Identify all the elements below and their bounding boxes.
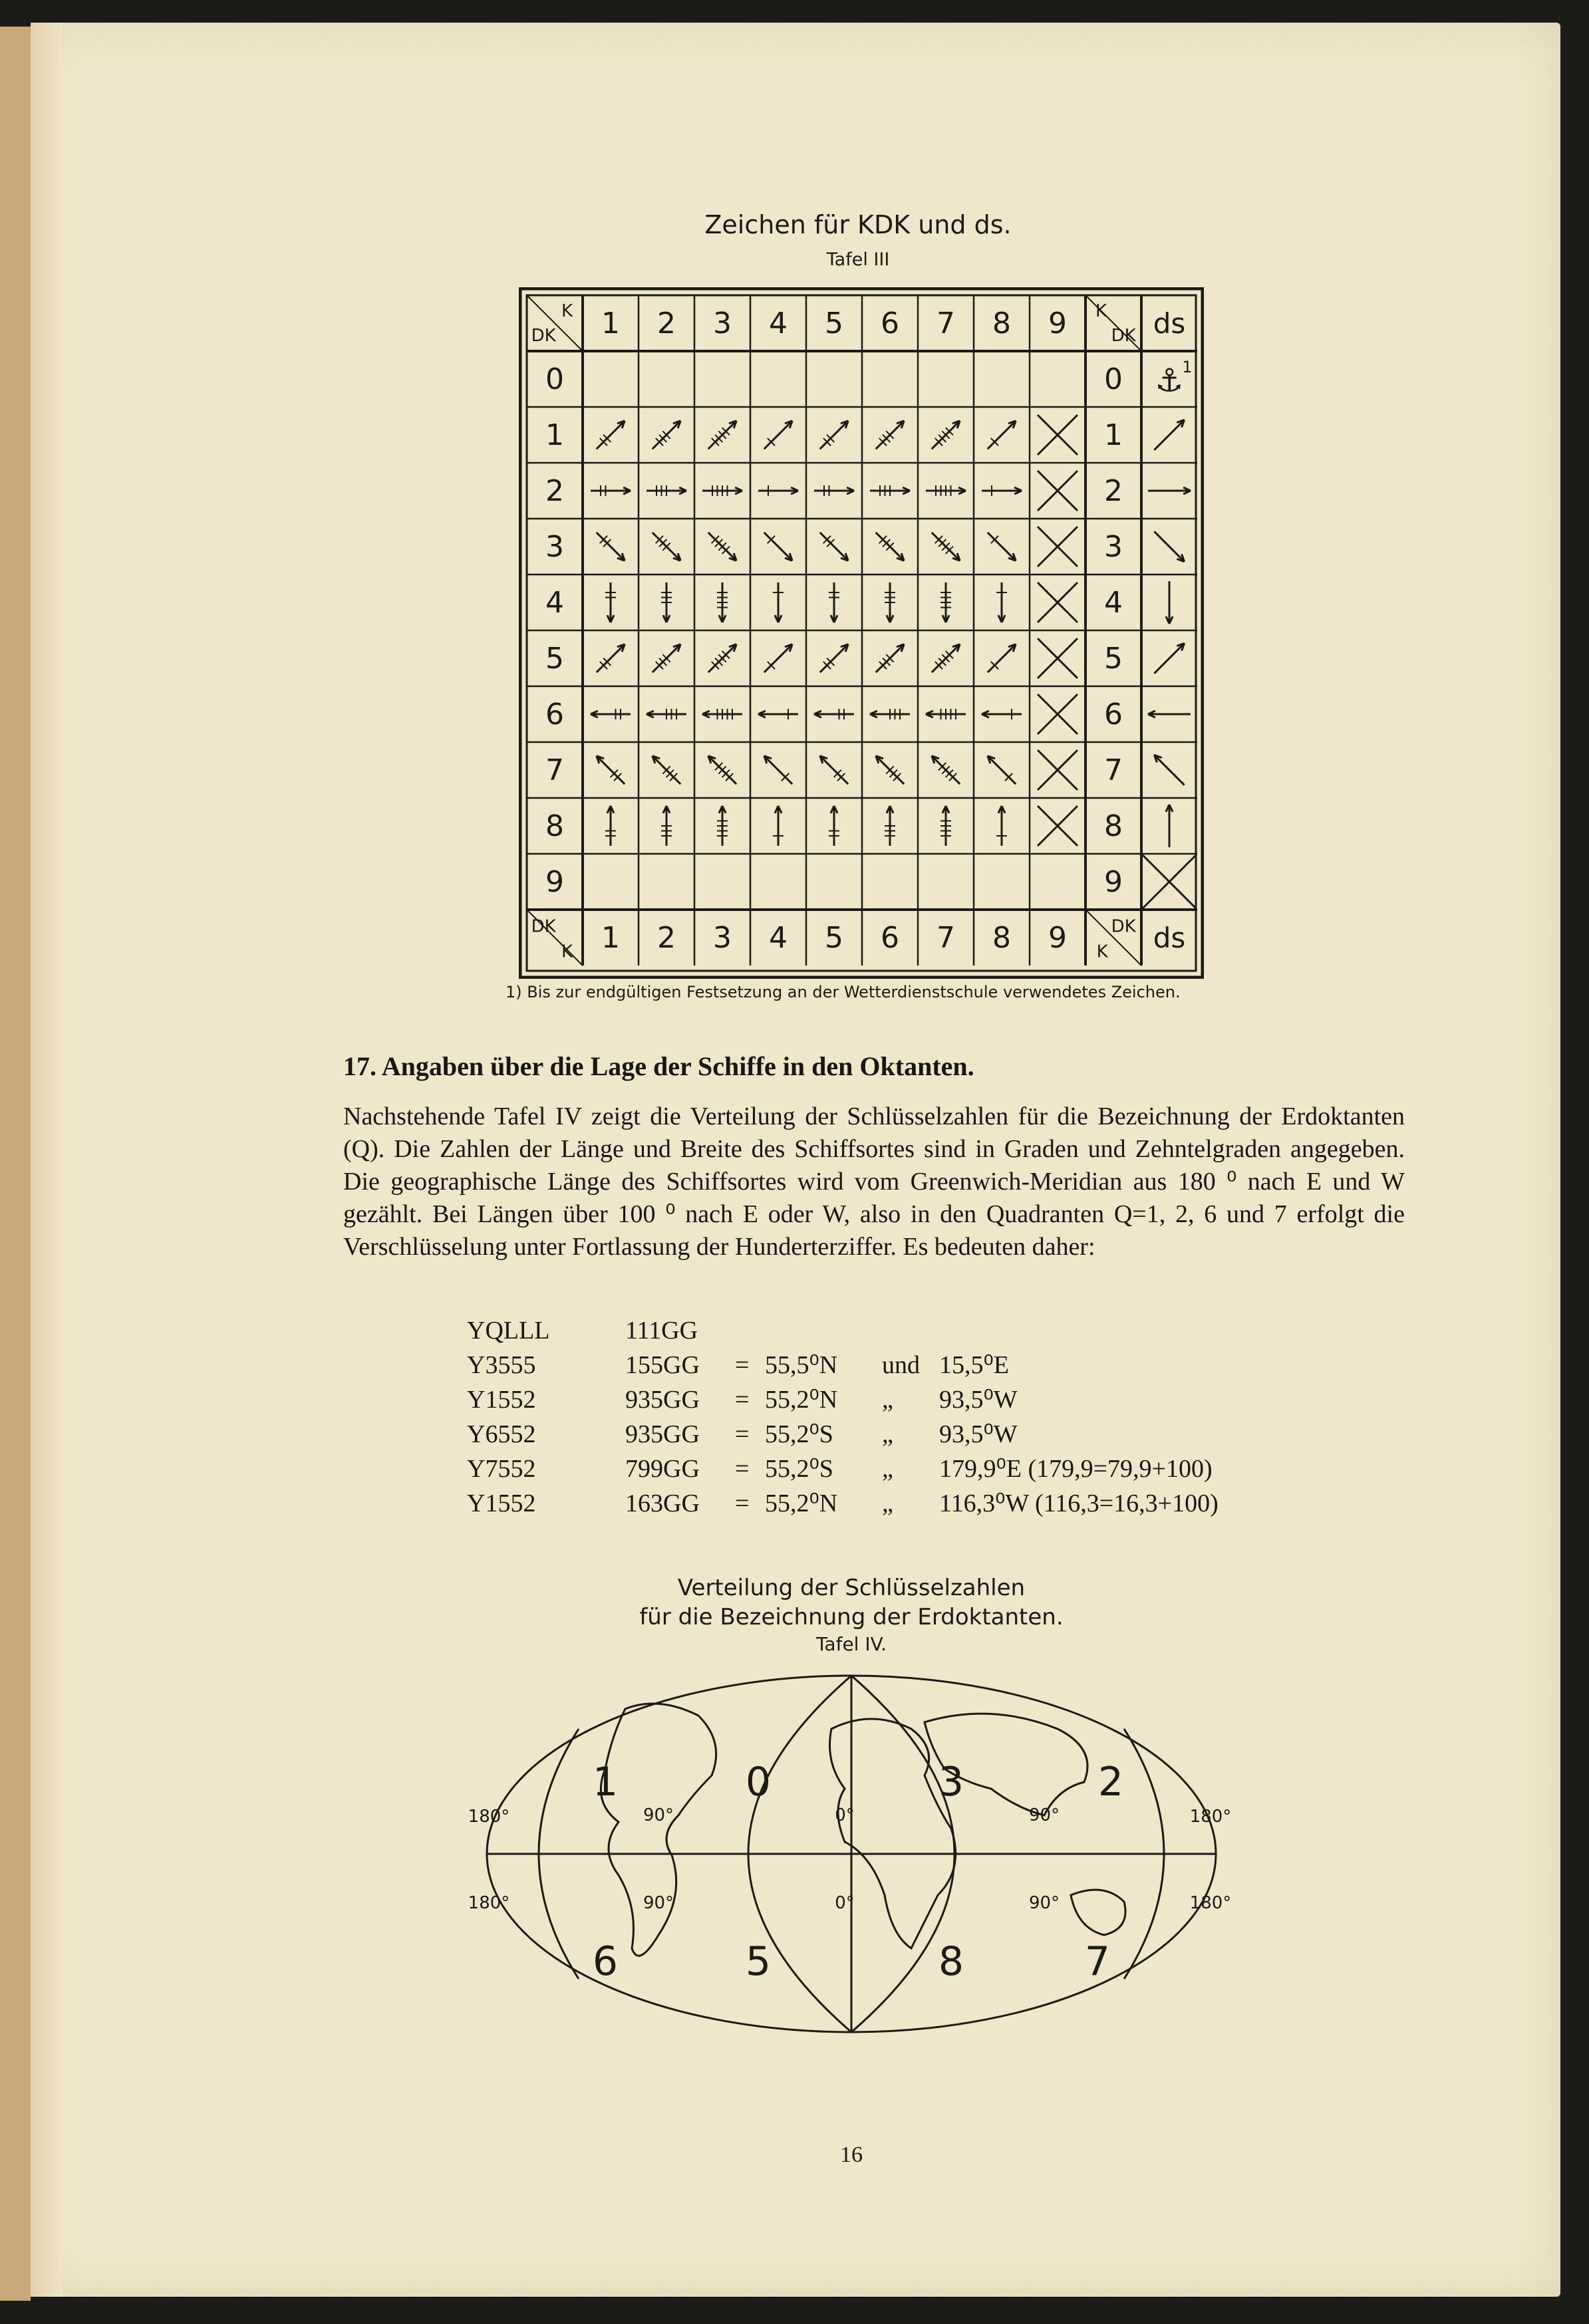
corner-label-k: K — [561, 942, 573, 962]
example-lat: 55,2⁰S — [765, 1420, 833, 1448]
ds-footer: ds — [1153, 922, 1186, 955]
direction-symbol — [876, 756, 904, 784]
column-footer: 6 — [881, 921, 899, 956]
example-lat: 55,2⁰S — [765, 1455, 833, 1483]
direction-symbol — [758, 485, 798, 496]
direction-symbol — [708, 421, 736, 449]
direction-symbol — [926, 709, 966, 719]
example-lat: 55,5⁰N — [765, 1351, 838, 1379]
direction-symbol — [988, 644, 1016, 672]
example-eq: = — [735, 1351, 750, 1379]
footnote-mark: 1 — [1182, 357, 1193, 376]
direction-symbol — [717, 582, 728, 622]
section-paragraph: Nachstehende Tafel IV zeigt die Verteilung der Schlüsselzahlen für die Bezeichnung der Erdoktanten (Q). Die Zahlen der Länge und Breite des Schiffsortes sind in Graden und Zehntelgraden angegeben. Die geographische Länge des Schiffsortes wird vom Greenwich-Meridian aus 180 ⁰ nach E und W gezählt. Bei Längen über 100 ⁰ nach E oder W, also in den Quadranten Q=1, 2, 6 und 7 erfolgt die Verschlüsselung unter Fortlassung der Hunderterziffer. Es bedeuten daher: — [343, 1102, 1405, 1261]
direction-symbol — [1148, 711, 1191, 717]
direction-symbol — [652, 644, 680, 672]
australia-shape — [1071, 1890, 1125, 1935]
octant-number: 1 — [592, 1759, 619, 1805]
direction-symbol — [647, 485, 686, 496]
example-code2: 935GG — [625, 1420, 700, 1448]
direction-symbol — [702, 709, 742, 719]
example-code: Y3555 — [467, 1351, 536, 1379]
column-footer: 4 — [769, 921, 788, 956]
cross-symbol — [1143, 855, 1196, 908]
direction-symbol — [876, 421, 904, 449]
lon-label-180-right: 180° — [1189, 1807, 1232, 1827]
direction-symbol — [702, 485, 742, 496]
column-header: 6 — [881, 307, 899, 341]
direction-symbol — [932, 533, 960, 561]
octant-number: 8 — [938, 1938, 964, 1985]
row-header: 9 — [545, 865, 564, 900]
example-code2: 111GG — [625, 1317, 698, 1345]
direction-symbol — [829, 582, 839, 622]
column-header: 8 — [992, 307, 1011, 341]
direction-symbol — [652, 421, 680, 449]
direction-symbol — [1154, 531, 1184, 561]
example-row — [0, 1486, 1589, 1521]
corner-label-dk: DK — [1111, 325, 1136, 346]
example-code2: 163GG — [625, 1489, 700, 1517]
direction-symbol — [876, 644, 904, 672]
direction-symbol — [764, 756, 792, 784]
row-header: 0 — [545, 362, 564, 397]
example-dir: „ — [882, 1489, 893, 1517]
row-header: 3 — [545, 530, 564, 565]
example-row — [0, 1417, 1589, 1452]
direction-symbol — [597, 421, 625, 449]
row-header: 2 — [545, 474, 564, 509]
direction-symbol — [932, 421, 960, 449]
corner-label-k: K — [561, 301, 573, 321]
row-header-right: 8 — [1104, 809, 1123, 844]
octant-number: 6 — [592, 1938, 619, 1985]
direction-symbol — [820, 533, 848, 561]
book-edge — [0, 27, 31, 2301]
direction-symbol — [708, 533, 736, 561]
direction-symbol — [647, 709, 686, 719]
corner-label-k: K — [1096, 942, 1108, 962]
row-header-right: 9 — [1104, 865, 1123, 900]
direction-symbol — [996, 582, 1007, 622]
column-header: 3 — [713, 307, 732, 341]
lon-label-90: 90° — [1028, 1805, 1060, 1825]
direction-symbol — [1166, 581, 1173, 624]
direction-symbol — [940, 806, 951, 846]
octant-number: 0 — [745, 1759, 772, 1805]
example-dir: und — [882, 1351, 920, 1379]
cross-symbol — [1038, 415, 1078, 455]
americas-shape — [601, 1704, 716, 1956]
row-header-right: 6 — [1104, 698, 1123, 732]
example-code: Y6552 — [467, 1420, 536, 1448]
direction-symbol — [661, 806, 672, 846]
page-number: 16 — [840, 2142, 863, 2167]
direction-symbol — [1154, 755, 1184, 785]
column-header: 9 — [1048, 307, 1067, 341]
example-eq: = — [735, 1420, 750, 1448]
direction-symbol — [932, 756, 960, 784]
direction-symbol — [1154, 420, 1184, 450]
lon-label-90: 90° — [643, 1805, 674, 1825]
direction-symbol — [764, 533, 792, 561]
corner-label-dk: DK — [531, 916, 556, 937]
row-header: 8 — [545, 809, 564, 844]
example-row — [0, 1313, 1589, 1348]
tafel3-title: Zeichen für KDK und ds. — [704, 210, 1012, 239]
example-lon: 93,5⁰W — [939, 1386, 1018, 1414]
row-header-right: 4 — [1104, 586, 1123, 620]
direction-symbol — [932, 644, 960, 672]
direction-symbol — [814, 709, 854, 719]
direction-symbol — [1154, 643, 1184, 673]
column-header: 5 — [825, 307, 843, 341]
tafel3-subtitle: Tafel III — [826, 249, 890, 270]
direction-symbol — [717, 806, 728, 846]
column-header: 1 — [601, 307, 620, 341]
example-code: Y1552 — [467, 1489, 536, 1517]
tafel4-title-line2: für die Bezeichnung der Erdoktanten. — [639, 1604, 1064, 1630]
direction-symbol — [820, 756, 848, 784]
direction-symbol — [591, 485, 631, 496]
cross-symbol — [1038, 527, 1078, 567]
lon-label-180-left: 180° — [468, 1807, 510, 1827]
column-footer: 1 — [601, 921, 620, 956]
example-dir: „ — [882, 1420, 893, 1448]
lon-label-0: 0° — [835, 1893, 855, 1913]
tafel3-footnote: 1) Bis zur endgültigen Festsetzung an der Wetterdienstschule verwendetes Zeichen. — [506, 983, 1181, 1001]
direction-symbol — [988, 421, 1016, 449]
lon-label-90: 90° — [1028, 1893, 1060, 1913]
row-header-right: 2 — [1104, 474, 1123, 509]
example-lon: 93,5⁰W — [939, 1420, 1018, 1448]
example-code2: 935GG — [625, 1386, 700, 1414]
example-dir: „ — [882, 1386, 893, 1414]
direction-symbol — [996, 806, 1007, 846]
example-eq: = — [735, 1455, 750, 1483]
direction-symbol — [885, 806, 895, 846]
anchor-symbol: ⚓ — [1155, 362, 1184, 400]
row-header-right: 5 — [1104, 642, 1123, 676]
example-code: YQLLL — [467, 1317, 550, 1345]
direction-symbol — [1166, 805, 1173, 847]
example-eq: = — [735, 1386, 750, 1414]
direction-symbol — [988, 756, 1016, 784]
direction-symbol — [982, 485, 1022, 496]
direction-symbol — [1148, 487, 1191, 494]
lon-label-90: 90° — [643, 1893, 674, 1913]
page-gutter — [31, 23, 63, 2297]
direction-symbol — [988, 533, 1016, 561]
lon-label-180-left: 180° — [468, 1893, 510, 1913]
example-lon: 179,9⁰E (179,9=79,9+100) — [939, 1455, 1213, 1483]
direction-symbol — [820, 644, 848, 672]
cross-symbol — [1038, 806, 1078, 846]
direction-symbol — [820, 421, 848, 449]
direction-symbol — [876, 533, 904, 561]
direction-symbol — [661, 582, 672, 622]
direction-symbol — [870, 485, 910, 496]
octant-number: 3 — [938, 1759, 964, 1805]
direction-symbol — [652, 533, 680, 561]
row-header: 1 — [545, 418, 564, 453]
row-header-right: 7 — [1104, 753, 1123, 788]
ds-header: ds — [1153, 307, 1186, 340]
cross-symbol — [1038, 582, 1078, 622]
cross-symbol — [1038, 750, 1078, 790]
example-code: Y1552 — [467, 1386, 536, 1414]
direction-symbol — [597, 756, 625, 784]
example-eq: = — [735, 1489, 750, 1517]
column-header: 4 — [769, 307, 788, 341]
direction-symbol — [926, 485, 966, 496]
column-header: 2 — [657, 307, 676, 341]
example-lon: 15,5⁰E — [939, 1351, 1009, 1379]
example-lon: 116,3⁰W (116,3=16,3+100) — [939, 1489, 1219, 1517]
octant-number: 7 — [1084, 1938, 1111, 1985]
octant-world-map — [459, 1656, 1244, 2068]
column-footer: 9 — [1048, 921, 1067, 956]
row-header: 5 — [545, 642, 564, 676]
row-header: 4 — [545, 586, 564, 620]
direction-symbol — [764, 421, 792, 449]
direction-symbol — [605, 582, 616, 622]
column-footer: 7 — [937, 921, 955, 956]
direction-symbol — [829, 806, 839, 846]
corner-label-dk: DK — [1111, 916, 1136, 937]
column-footer: 5 — [825, 921, 843, 956]
example-lat: 55,2⁰N — [765, 1386, 838, 1414]
direction-symbol — [773, 582, 784, 622]
row-header-right: 0 — [1104, 362, 1123, 397]
direction-symbol — [940, 582, 951, 622]
row-header-right: 1 — [1104, 418, 1123, 453]
octant-number: 2 — [1097, 1759, 1124, 1805]
cross-symbol — [1038, 638, 1078, 678]
row-header-right: 3 — [1104, 530, 1123, 565]
column-footer: 8 — [992, 921, 1011, 956]
column-footer: 2 — [657, 921, 676, 956]
direction-symbol — [652, 756, 680, 784]
direction-symbol — [773, 806, 784, 846]
direction-symbol — [758, 709, 798, 719]
tafel3-table — [519, 287, 1204, 979]
direction-symbol — [885, 582, 895, 622]
direction-symbol — [597, 533, 625, 561]
example-code: Y7552 — [467, 1455, 536, 1483]
corner-label-k: K — [1095, 301, 1107, 321]
section-heading: 17. Angaben über die Lage der Schiffe in den Oktanten. — [343, 1051, 974, 1081]
direction-symbol — [597, 644, 625, 672]
direction-symbol — [870, 709, 910, 719]
direction-symbol — [605, 806, 616, 846]
example-row — [0, 1452, 1589, 1486]
example-lat: 55,2⁰N — [765, 1489, 838, 1517]
example-row — [0, 1382, 1589, 1417]
direction-symbol — [591, 709, 631, 719]
example-code2: 799GG — [625, 1455, 700, 1483]
cross-symbol — [1038, 471, 1078, 511]
cross-symbol — [1038, 694, 1078, 734]
direction-symbol — [982, 709, 1022, 719]
row-header: 6 — [545, 698, 564, 732]
direction-symbol — [708, 644, 736, 672]
example-code2: 155GG — [625, 1351, 700, 1379]
direction-symbol — [708, 756, 736, 784]
corner-label-dk: DK — [531, 325, 556, 346]
lon-label-180-right: 180° — [1189, 1893, 1232, 1913]
example-row — [0, 1348, 1589, 1382]
lon-label-0: 0° — [835, 1805, 855, 1825]
column-header: 7 — [937, 307, 955, 341]
column-footer: 3 — [713, 921, 732, 956]
tafel4-title-line1: Verteilung der Schlüsselzahlen — [677, 1575, 1026, 1601]
row-header: 7 — [545, 753, 564, 788]
octant-number: 5 — [745, 1938, 772, 1985]
direction-symbol — [814, 485, 854, 496]
tafel4-subtitle: Tafel IV. — [815, 1633, 887, 1655]
direction-symbol — [764, 644, 792, 672]
example-dir: „ — [882, 1455, 893, 1483]
